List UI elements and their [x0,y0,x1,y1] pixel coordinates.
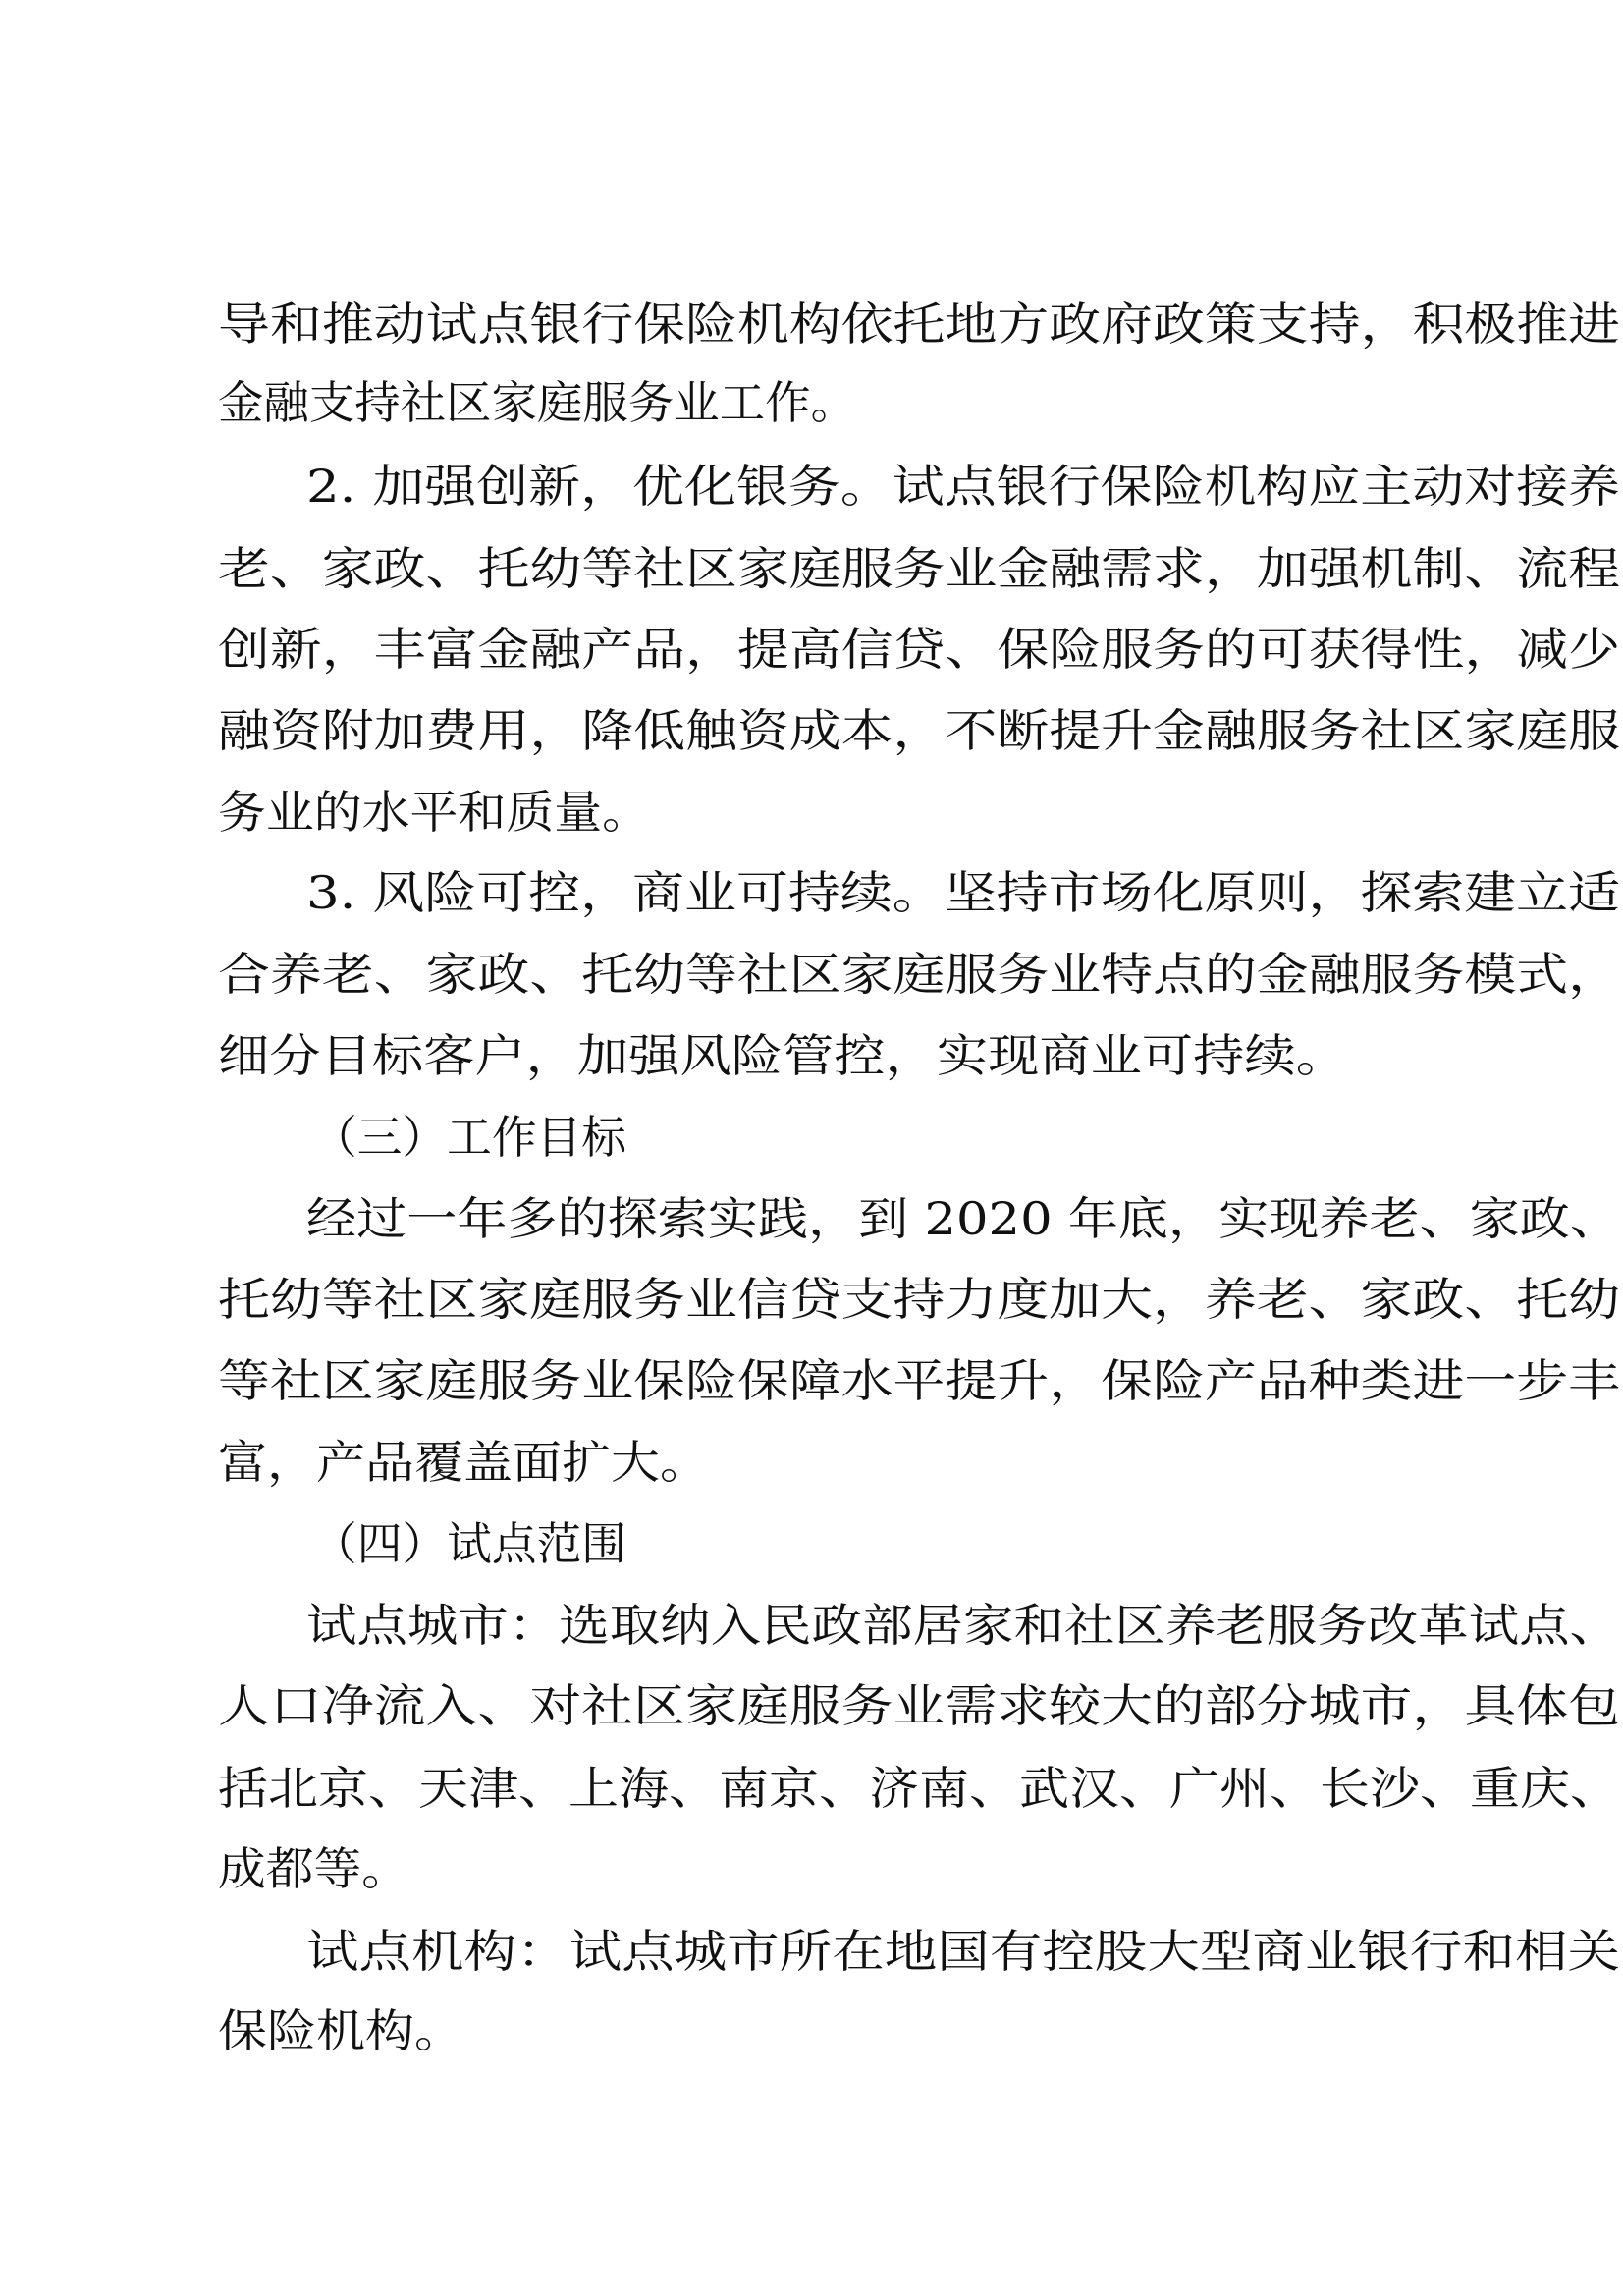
text-line-2: 金融支持社区家庭服务业工作。 [218,376,856,429]
body-text-line [218,2001,1623,2060]
body-text-line [218,620,1623,679]
body-text-line [218,1351,1623,1410]
text-line-10: 细分目标客户，加强风险管控，实现商业可持续。 [218,1029,1347,1082]
body-text-line [218,1759,1623,1818]
text-line-17: 试点城市：选取纳入民政部居家和社区养老服务改革试点、 [306,1599,1620,1652]
text-line-4: 老、家政、托幼等社区家庭服务业金融需求，加强机制、流程 [218,542,1620,595]
body-text-line [218,1676,1623,1735]
text-line-12: 经过一年多的探索实践，到 2020 年底，实现养老、家政、 [306,1192,1620,1245]
body-text-line [218,373,1623,432]
body-text-line [218,1270,1623,1329]
text-line-3: 2. 加强创新，优化银务。试点银行保险机构应主动对接养 [306,460,1620,513]
section-heading-3 [312,1108,1623,1167]
body-text-line [218,783,1623,842]
body-text-line [218,1026,1623,1085]
body-text-line [218,1839,1623,1898]
text-line-11: （三）工作目标 [312,1111,626,1164]
text-line-19: 括北京、天津、上海、南京、济南、武汉、广州、长沙、重庆、 [218,1762,1620,1815]
text-line-14: 等社区家庭服务业保险保障水平提升，保险产品种类进一步丰 [218,1354,1620,1407]
text-line-5: 创新，丰富金融产品，提高信贷、保险服务的可获得性，减少 [218,623,1620,676]
text-line-22: 保险机构。 [218,2004,463,2057]
text-line-13: 托幼等社区家庭服务业信贷支持力度加大，养老、家政、托幼 [218,1273,1620,1326]
section-heading-4 [312,1514,1623,1573]
body-paragraph-start [306,1596,1623,1655]
body-paragraph-start [306,1189,1623,1248]
body-text-line [218,295,1623,354]
text-line-20: 成都等。 [218,1842,409,1895]
numbered-paragraph-3 [306,863,1623,922]
body-text-line [218,539,1623,598]
text-line-1: 导和推动试点银行保险机构依托地方政府政策支持，积极推进 [218,298,1620,351]
body-text-line [218,1433,1623,1492]
body-text-line [218,945,1623,1004]
text-line-18: 人口净流入、对社区家庭服务业需求较大的部分城市，具体包 [218,1679,1620,1732]
text-line-16: （四）试点范围 [312,1517,626,1570]
text-line-15: 富，产品覆盖面扩大。 [218,1436,709,1489]
text-line-8: 3. 风险可控，商业可持续。坚持市场化原则，探索建立适 [306,866,1620,919]
text-line-6: 融资附加费用，降低触资成本，不断提升金融服务社区家庭服 [218,704,1620,757]
text-line-21: 试点机构：试点城市所在地国有控股大型商业银行和相关 [306,1925,1620,1978]
text-line-9: 合养老、家政、托幼等社区家庭服务业特点的金融服务模式， [218,948,1620,1001]
body-text-line [218,701,1623,760]
numbered-paragraph-2 [306,457,1623,516]
body-paragraph-start [306,1922,1623,1981]
text-line-7: 务业的水平和质量。 [218,786,650,839]
